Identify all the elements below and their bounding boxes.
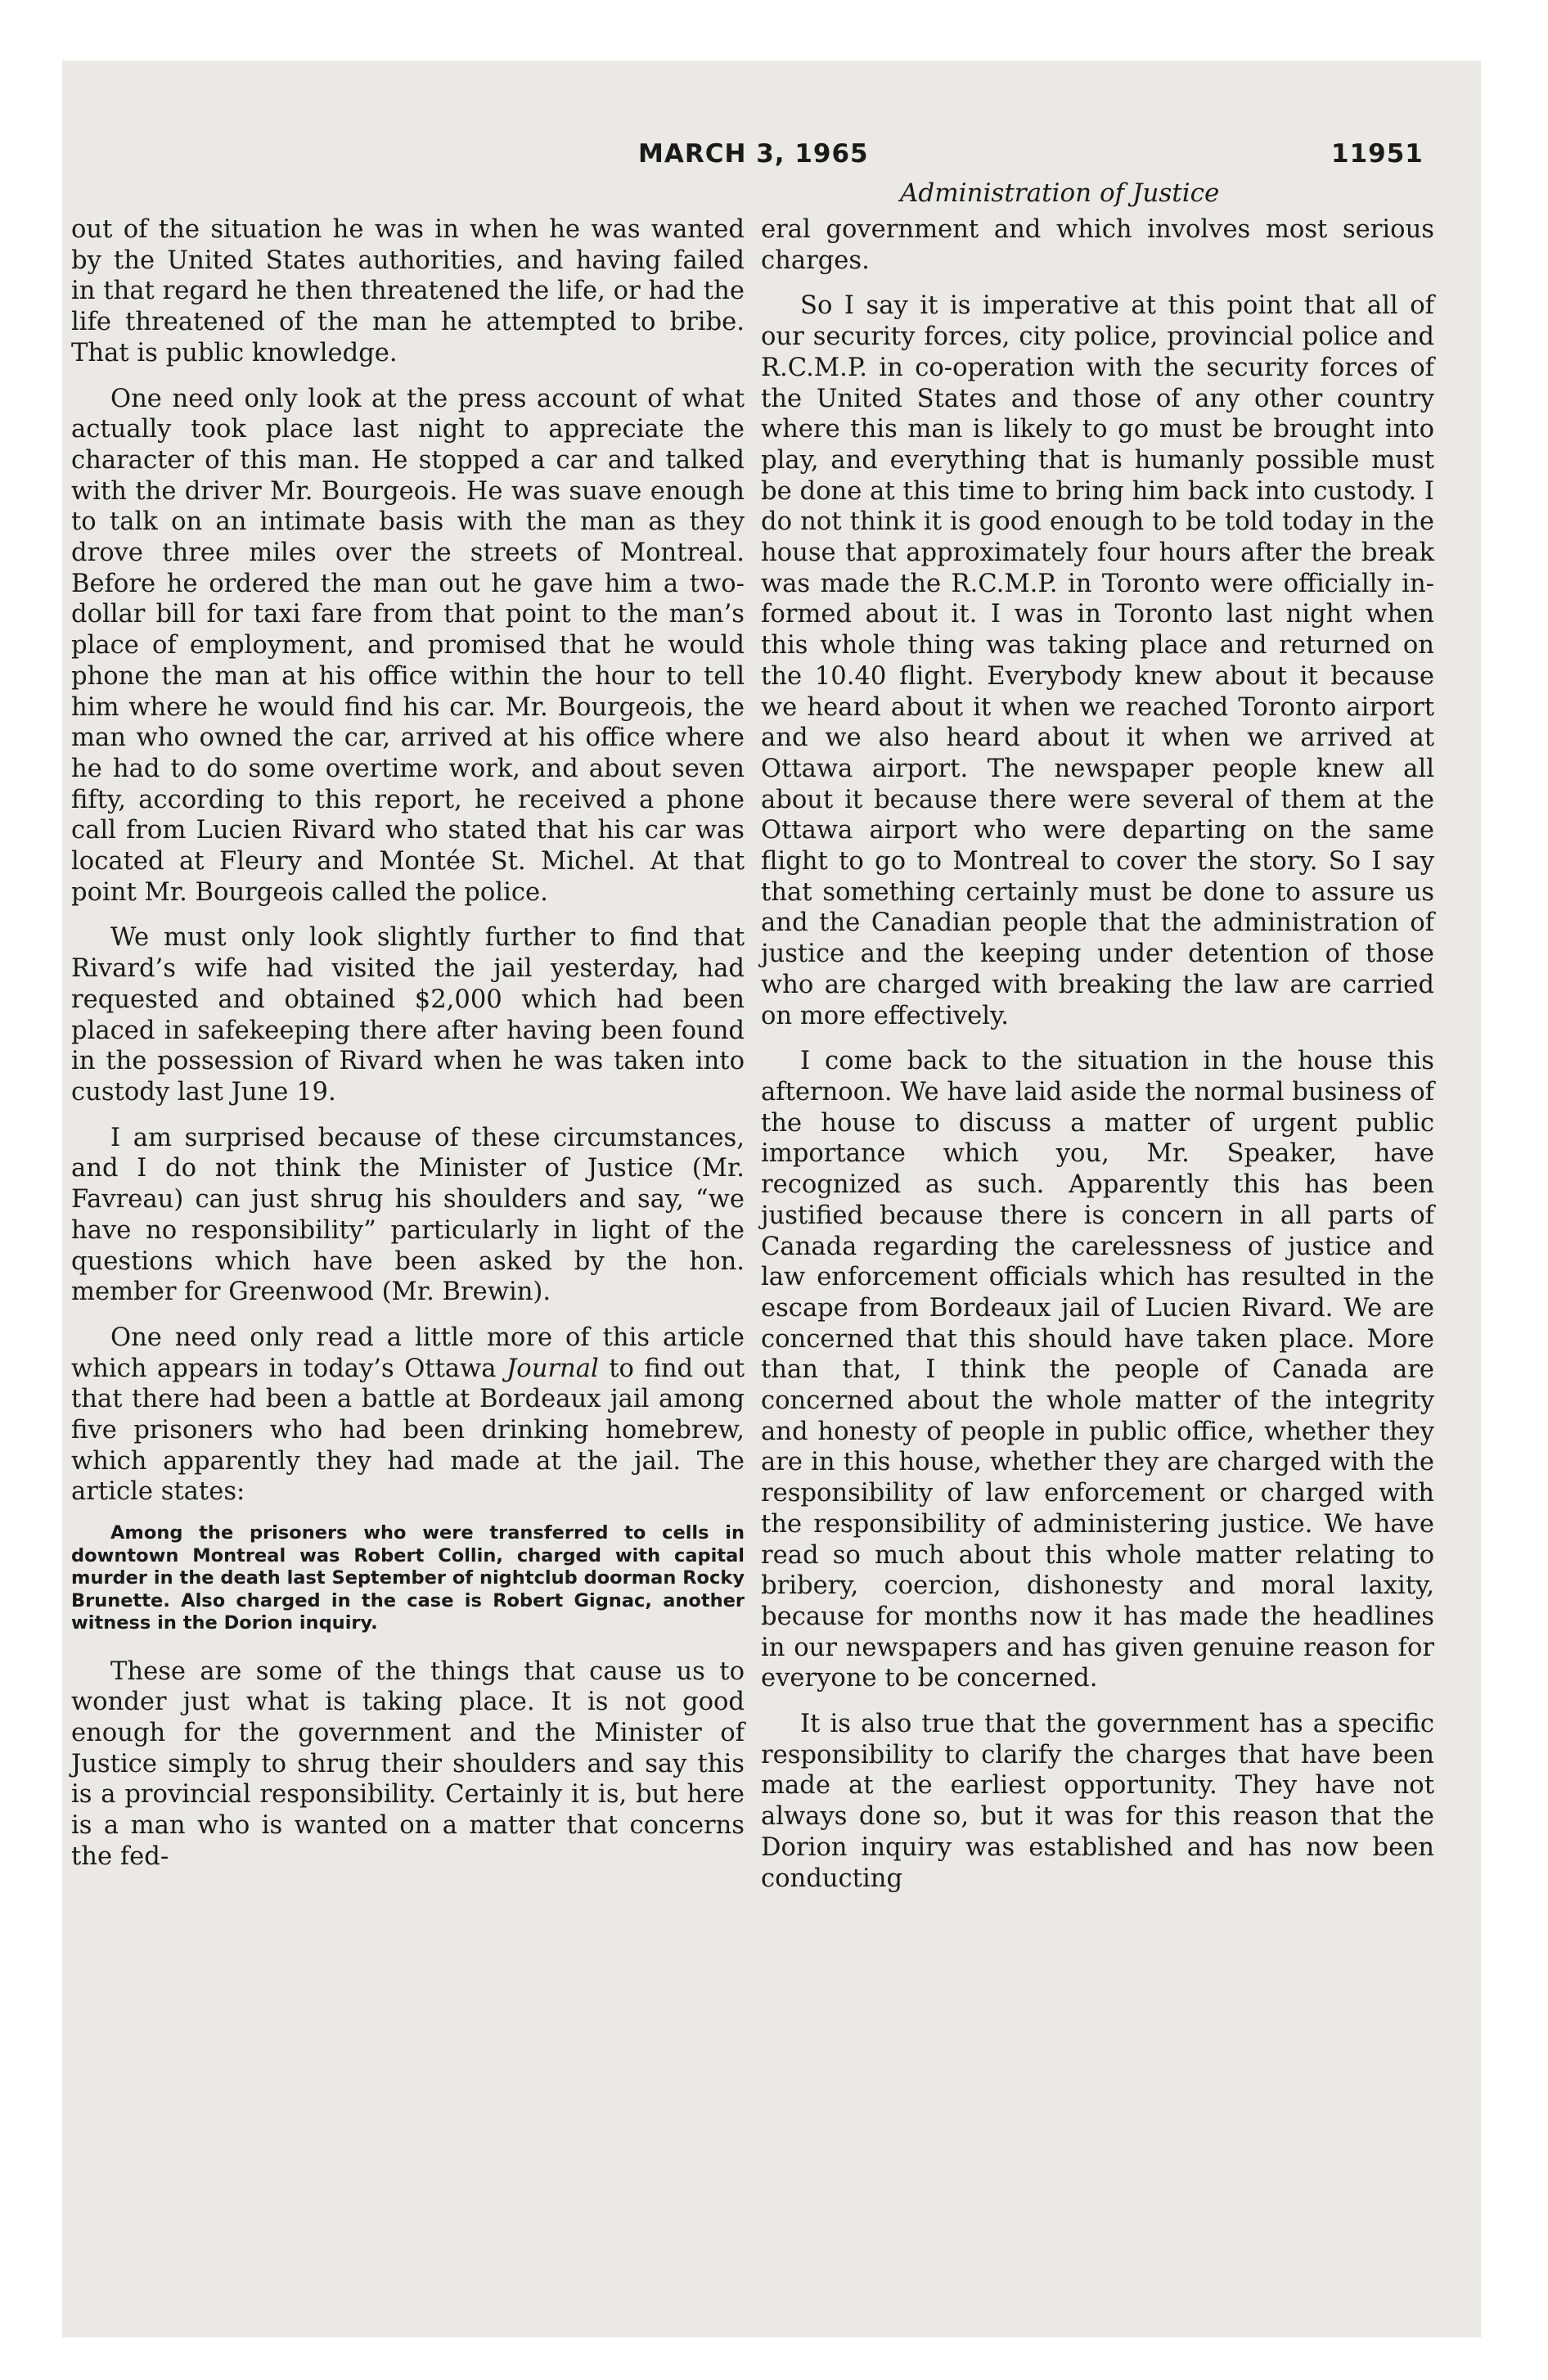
paragraph: So I say it is imperative at this point that all of our security forces, city police, provincial police and R.C.M.P. in co-operation with the security forces of the United States and those of any other country where this man is likely to go must be brought into play, and everything that is humanly possible must be done at this time to bring him back into custody. I do not think it is good enough to be told today in the house that approximately four hours after the break was made the R.C.M.P. in Toronto were officially informed about it. I was in Toronto last night when this whole thing was taking place and returned on the 10.40 flight. Everybody knew about it because we heard about it when we reached Toronto airport and we also heard about it when we arrived at Ottawa airport. The newspaper people knew all about it because there were several of them at the Ottawa airport who were departing on the same flight to go to Montreal to cover the story. So I say that something certainly must be done to assure us and the Canadian people that the administration of justice and the keeping under detention of those who are charged with breaking the law are carried on more effectively.	[761, 291, 1434, 1030]
paragraph: I come back to the situation in the house this afternoon. We have laid aside the normal business of the house to discuss a matter of urgent public importance which you, Mr. Speaker, have recognized as such. Apparently this has been justified because there is concern in all parts of Canada regarding the carelessness of justice and law enforcement officials which has resulted in the escape from Bordeaux jail of Lucien Rivard. We are concerned that this should have taken place. More than that, I think the people of Canada are concerned about the whole matter of the integrity and honesty of people in public office, whether they are in this house, whether they are charged with the responsibility of law enforcement or charged with the responsibility of administering justice. We have read so much about this whole matter relating to bribery, coercion, dishonesty and moral laxity, because for months now it has made the headlines in our newspapers and has given genuine reason for everyone to be concerned.	[761, 1047, 1434, 1693]
paragraph: These are some of the things that cause us to wonder just what is taking place. It is not good enough for the government and the Minister of Justice simply to shrug their shoulders and say this is a provincial responsibility. Certainly it is, but here is a man who is wanted on a matter that concerns the fed-	[71, 1657, 745, 1871]
paragraph: eral government and which involves most serious charges.	[761, 215, 1434, 275]
paragraph-text: to find out that there had been a battle at Bordeaux jail among five prisoners who had been drinking homebrew, which apparently they had made at the jail. The article states:	[71, 1354, 745, 1507]
paragraph: We must only look slightly further to find that Rivard’s wife had visited the jail yesterday, had requested and obtained $2,000 which had been placed in safekeeping there after having been found in the possession of Rivard when he was taken into custody last June 19.	[71, 923, 745, 1107]
paragraph: One need only look at the press account of what actually took place last night to appreciate the character of this man. He stopped a car and talked with the driver Mr. Bourgeois. He was suave enough to talk on an intimate basis with the man as they drove three miles over the streets of Montreal. Before he ordered the man out he gave him a two-dollar bill for taxi fare from that point to the man’s place of employment, and promised that he would phone the man at his office within the hour to tell him where he would find his car. Mr. Bourgeois, the man who owned the car, arrived at his office where he had to do some overtime work, and about seven fifty, according to this report, he received a phone call from Lucien Rivard who stated that his car was located at Fleury and Montée St. Michel. At that point Mr. Bourgeois called the police.	[71, 384, 745, 907]
left-column	[71, 214, 745, 1887]
section-title: Administration of Justice	[900, 178, 1220, 208]
paragraph	[71, 1323, 745, 1508]
block-quote: Among the prisoners who were transferred to cells in downtown Montreal was Robert Collin, charged with capital murder in the death last September of nightclub doorman Rocky Brunette. Also charged in the case is Robert Gignac, another witness in the Dorion inquiry.	[71, 1522, 745, 1634]
page-date: MARCH 3, 1965	[638, 139, 869, 169]
right-column	[761, 214, 1434, 1909]
page-number: 11951	[1331, 139, 1424, 169]
paragraph: It is also true that the government has a specific responsibility to clarify the charges that have been made at the earliest opportunity. They have not always done so, but it was for this reason that the Dorion inquiry was established and has now been conducting	[761, 1710, 1434, 1893]
paragraph-text: One need only read a little more of this article which appears in today’s Ottawa	[71, 1323, 745, 1383]
paragraph: I am surprised because of these circumstances, and I do not think the Minister of Justice (Mr. Favreau) can just shrug his shoulders and say, “we have no responsibility” particularly in light of the questions which have been asked by the hon. member for Greenwood (Mr. Brewin).	[71, 1123, 745, 1307]
paragraph: out of the situation he was in when he was wanted by the United States authorities, and having failed in that regard he then threatened the life, or had the life threatened of the man he attempted to bribe. That is public knowledge.	[71, 215, 745, 367]
newspaper-name: Journal	[506, 1354, 599, 1383]
